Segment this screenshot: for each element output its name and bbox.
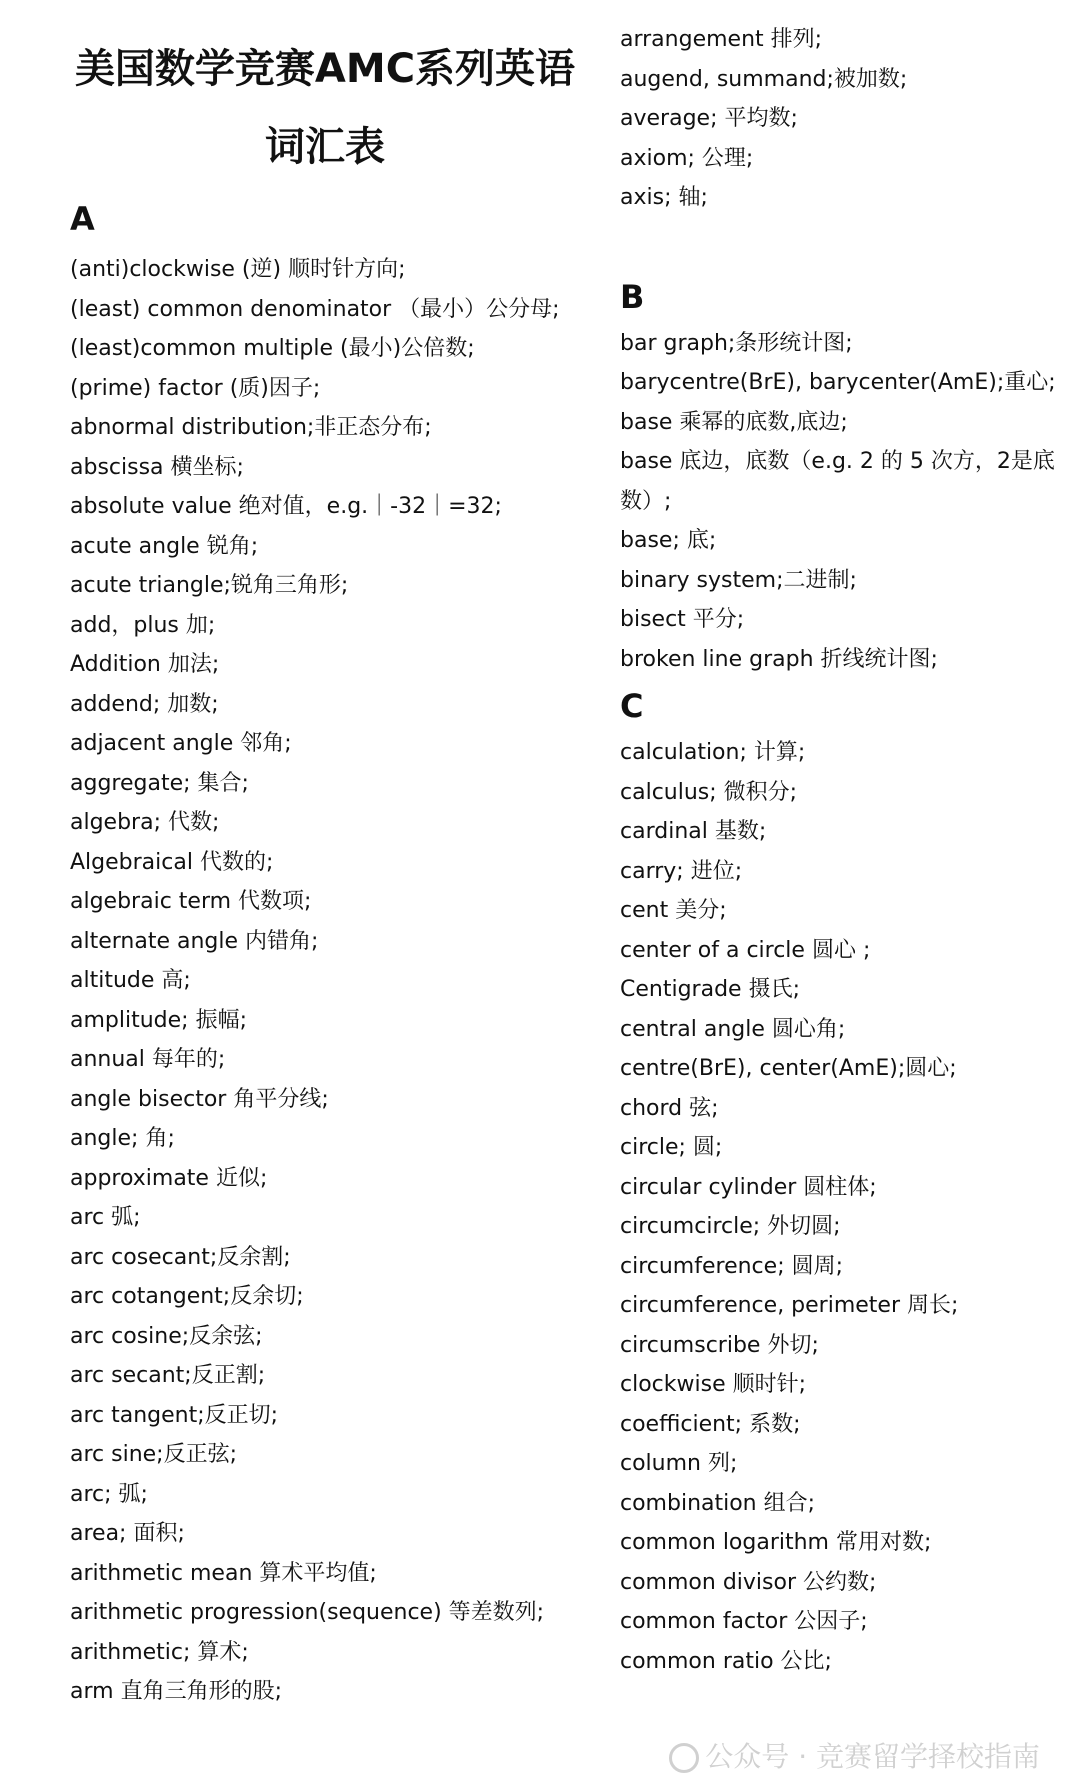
vocab-entry: column 列; bbox=[620, 1451, 738, 1476]
vocab-entry: Centigrade 摄氏; bbox=[620, 977, 800, 1002]
vocab-entry: circular cylinder 圆柱体; bbox=[620, 1174, 877, 1200]
vocab-entry: clockwise 顺时针; bbox=[620, 1372, 807, 1397]
section-heading-a: A bbox=[70, 200, 95, 238]
vocab-entry: combination 组合; bbox=[620, 1490, 816, 1516]
vocab-list-c bbox=[620, 733, 1080, 1681]
vocab-entry: common logarithm 常用对数; bbox=[620, 1530, 932, 1555]
vocab-entry: arc sine;反正弦; bbox=[70, 1442, 238, 1467]
vocab-entry: coefficient; 系数; bbox=[620, 1411, 801, 1437]
vocab-entry: center of a circle 圆心 ; bbox=[620, 937, 871, 963]
vocab-entry: carry; 进位; bbox=[620, 858, 743, 884]
vocab-entry: (least)common multiple (最小)公倍数; bbox=[70, 336, 475, 361]
vocab-entry: chord 弦; bbox=[620, 1095, 719, 1121]
vocab-entry: altitude 高; bbox=[70, 968, 191, 993]
section-heading-c: C bbox=[620, 687, 644, 725]
vocab-entry: bar graph;条形统计图; bbox=[620, 330, 853, 356]
left-column bbox=[70, 30, 580, 1712]
vocab-entry: average; 平均数; bbox=[620, 106, 798, 131]
vocab-entry: Addition 加法; bbox=[70, 652, 220, 677]
vocab-entry: augend, summand;被加数; bbox=[620, 66, 908, 92]
vocab-entry: amplitude; 振幅; bbox=[70, 1007, 247, 1033]
vocab-entry: algebraic term 代数项; bbox=[70, 889, 312, 914]
vocab-entry: approximate 近似; bbox=[70, 1165, 268, 1191]
vocab-entry: broken line graph 折线统计图; bbox=[620, 646, 938, 672]
vocab-entry: base 底边，底数（e.g. 2 的 5 次方，2是底数）; bbox=[620, 449, 1055, 514]
title-line-1: 美国数学竞赛AMC系列英语 bbox=[74, 46, 576, 92]
vocab-entry: (prime) factor (质)因子; bbox=[70, 375, 321, 401]
vocab-entry: adjacent angle 邻角; bbox=[70, 731, 292, 756]
vocab-entry: arithmetic progression(sequence) 等差数列; bbox=[70, 1600, 545, 1625]
vocab-entry: axis; 轴; bbox=[620, 185, 708, 210]
watermark-text: 公众号 · 竞赛留学择校指南 bbox=[705, 1740, 1040, 1773]
vocab-list-a-continued bbox=[620, 20, 1080, 218]
vocab-entry: Algebraical 代数的; bbox=[70, 849, 274, 875]
vocab-entry: arc cotangent;反余切; bbox=[70, 1284, 304, 1309]
vocab-entry: (anti)clockwise (逆) 顺时针方向; bbox=[70, 257, 406, 282]
vocab-entry: base 乘幂的底数,底边; bbox=[620, 409, 848, 435]
vocab-entry: acute angle 锐角; bbox=[70, 533, 259, 559]
vocab-entry: bisect 平分; bbox=[620, 607, 745, 632]
vocab-entry: alternate angle 内错角; bbox=[70, 928, 319, 954]
vocab-entry: calculus; 微积分; bbox=[620, 779, 798, 805]
vocab-entry: annual 每年的; bbox=[70, 1047, 226, 1072]
vocab-entry: arc 弧; bbox=[70, 1205, 141, 1230]
vocab-entry: area; 面积; bbox=[70, 1521, 185, 1546]
vocab-entry: acute triangle;锐角三角形; bbox=[70, 573, 349, 598]
vocab-entry: common divisor 公约数; bbox=[620, 1569, 877, 1595]
vocab-entry: circumcircle; 外切圆; bbox=[620, 1214, 841, 1239]
wechat-icon bbox=[669, 1743, 699, 1773]
vocab-entry: central angle 圆心角; bbox=[620, 1016, 846, 1042]
vocab-entry: arithmetic mean 算术平均值; bbox=[70, 1560, 377, 1586]
vocab-entry: arc tangent;反正切; bbox=[70, 1402, 279, 1428]
vocab-entry: abnormal distribution;非正态分布; bbox=[70, 415, 432, 440]
title-line-2: 词汇表 bbox=[265, 124, 385, 170]
vocab-entry: aggregate; 集合; bbox=[70, 770, 249, 796]
right-column bbox=[620, 20, 1080, 1681]
vocab-entry: common factor 公因子; bbox=[620, 1609, 868, 1634]
vocab-entry: arm 直角三角形的股; bbox=[70, 1679, 282, 1704]
vocab-entry: calculation; 计算; bbox=[620, 740, 806, 765]
vocab-list-b bbox=[620, 324, 1080, 680]
vocab-entry: cardinal 基数; bbox=[620, 819, 767, 844]
vocab-entry: circumference; 圆周; bbox=[620, 1253, 844, 1279]
page-title bbox=[70, 30, 580, 186]
section-heading-b: B bbox=[620, 277, 645, 316]
vocab-entry: angle bisector 角平分线; bbox=[70, 1086, 329, 1112]
vocab-entry: binary system;二进制; bbox=[620, 567, 857, 593]
vocab-entry: arrangement 排列; bbox=[620, 27, 823, 52]
watermark bbox=[669, 1735, 1040, 1775]
vocab-entry: base; 底; bbox=[620, 528, 717, 553]
vocab-entry: absolute value 绝对值，e.g.｜-32｜=32; bbox=[70, 494, 502, 519]
vocab-entry: arc cosecant;反余割; bbox=[70, 1244, 291, 1270]
vocab-entry: (least) common denominator （最小）公分母; bbox=[70, 296, 560, 322]
vocab-entry: circumscribe 外切; bbox=[620, 1332, 819, 1358]
vocab-entry: common ratio 公比; bbox=[620, 1648, 832, 1674]
vocab-entry: algebra; 代数; bbox=[70, 810, 220, 835]
vocab-entry: axiom; 公理; bbox=[620, 145, 754, 171]
vocab-entry: arc secant;反正割; bbox=[70, 1363, 266, 1388]
vocab-entry: barycentre(BrE), barycenter(AmE);重心; bbox=[620, 370, 1056, 395]
vocab-entry: arithmetic; 算术; bbox=[70, 1639, 249, 1665]
vocab-entry: circle; 圆; bbox=[620, 1135, 723, 1160]
vocab-entry: arc; 弧; bbox=[70, 1481, 148, 1507]
vocab-entry: angle; 角; bbox=[70, 1126, 175, 1151]
vocab-entry: cent 美分; bbox=[620, 898, 727, 923]
vocab-entry: add，plus 加; bbox=[70, 612, 216, 638]
vocab-entry: centre(BrE), center(AmE);圆心; bbox=[620, 1056, 957, 1081]
vocab-list-a bbox=[70, 250, 580, 1712]
vocab-entry: arc cosine;反余弦; bbox=[70, 1323, 263, 1349]
vocab-entry: circumference, perimeter 周长; bbox=[620, 1293, 959, 1318]
vocab-entry: addend; 加数; bbox=[70, 691, 219, 717]
vocab-entry: abscissa 横坐标; bbox=[70, 454, 244, 480]
